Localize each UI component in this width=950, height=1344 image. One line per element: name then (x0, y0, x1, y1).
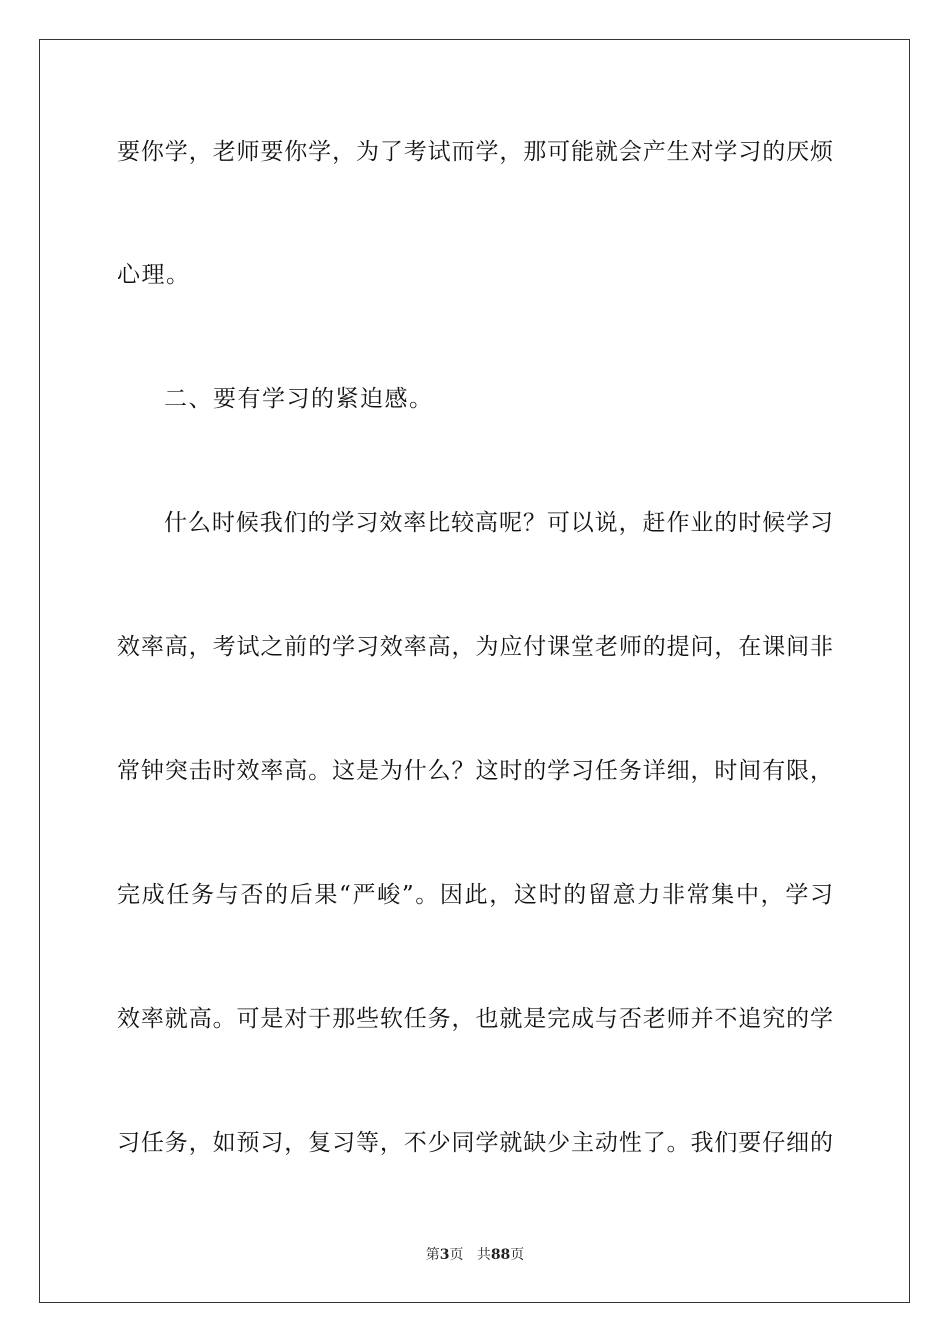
footer-page-suffix: 页 (449, 1247, 464, 1263)
page-border (39, 39, 910, 1303)
body-line-5: 效率高，考试之前的学习效率高，为应付课堂老师的提问，在课间非 (117, 634, 833, 660)
footer-total-suffix: 页 (510, 1247, 525, 1263)
footer-total-number: 88 (490, 1247, 511, 1263)
footer-total-prefix: 共 (476, 1247, 491, 1263)
body-line-4: 什么时候我们的学习效率比较高呢？可以说，赶作业的时候学习 (164, 510, 833, 536)
body-line-6: 常钟突击时效率高。这是为什么？这时的学习任务详细，时间有限， (117, 758, 833, 784)
body-line-8: 效率就高。可是对于那些软任务，也就是完成与否老师并不追究的学 (117, 1006, 833, 1032)
footer-page-number: 3 (439, 1247, 450, 1263)
body-line-2: 心理。 (117, 262, 191, 288)
section-heading: 二、要有学习的紧迫感。 (164, 386, 434, 412)
body-line-7: 完成任务与否的后果“严峻”。因此，这时的留意力非常集中，学习 (117, 882, 833, 908)
footer-page-prefix: 第 (425, 1247, 440, 1263)
page-footer (0, 1246, 950, 1264)
body-line-9: 习任务，如预习，复习等，不少同学就缺少主动性了。我们要仔细的 (117, 1130, 833, 1156)
body-line-1: 要你学，老师要你学，为了考试而学，那可能就会产生对学习的厌烦 (117, 139, 833, 165)
